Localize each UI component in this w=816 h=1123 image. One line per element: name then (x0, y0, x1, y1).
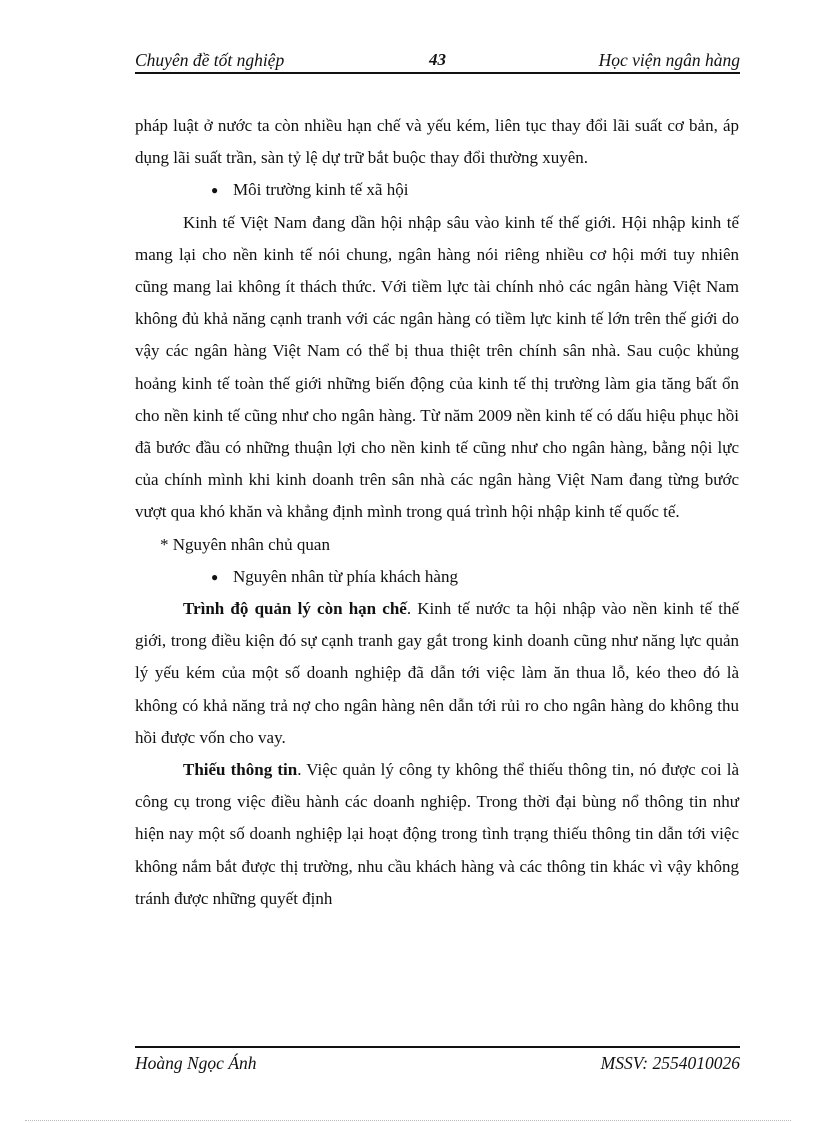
header-institution: Học viện ngân hàng (598, 50, 740, 70)
paragraph-2: Kinh tế Việt Nam đang dần hội nhập sâu vào kinh tế thế giới. Hội nhập kinh tế mang lại cho nền kinh tế nói chung, ngân hàng nói riêng nhiều cơ hội mới tuy nhiên cũng mang lai không ít thách thức. Với tiềm lực tài chính nhỏ các ngân hàng Việt Nam không đủ khả năng cạnh tranh với các ngân hàng có tiềm lực kinh tế lớn trên thế giới do vậy các ngân hàng Việt Nam có thể bị thua thiệt trên chính sân nhà. Sau cuộc khủng hoảng kinh tế toàn thế giới những biến động của kinh tế thị trường làm gia tăng bất ổn cho nền kinh tế cũng như cho ngân hàng. Từ năm 2009 nền kinh tế có dấu hiệu phục hồi đã bước đầu có những thuận lợi cho nền kinh tế cũng như cho ngân hàng, bằng nội lực của chính mình khi kinh doanh trên sân nhà các ngân hàng Việt Nam đang từng bước vượt qua khó khăn và khẳng định mình trong quá trình hội nhập kinh tế quốc tế. (135, 212, 739, 522)
bullet-text-1: Môi trường kinh tế xã hội (233, 180, 409, 200)
paragraph-4 (135, 754, 739, 915)
bullet-item-1 (135, 174, 739, 206)
bullet-icon: ● (211, 569, 219, 584)
bullet-icon: ● (211, 183, 219, 198)
page-header (135, 48, 740, 74)
paragraph-4-text: . Việc quản lý công ty không thể thiếu thông tin, nó được coi là công cụ trong việc điều hành các doanh nghiệp. Trong thời đại bùng nổ thông tin như hiện nay một số doanh nghiệp lại hoạt động trong tình trạng thiếu thông tin dẫn tới việc không nắm bắt được thị trường, nhu cầu khách hàng và các thông tin khác vì vậy không tránh được những quyết định (135, 760, 739, 908)
page-number: 43 (429, 50, 446, 69)
paragraph-3-lead: Trình độ quản lý còn hạn chế (183, 599, 407, 619)
footer-student-id: MSSV: 2554010026 (600, 1053, 740, 1073)
page-footer (135, 1046, 740, 1076)
subheading-subjective-causes: * Nguyên nhân chủ quan (160, 534, 330, 554)
header-title: Chuyên đề tốt nghiệp (135, 50, 285, 70)
footer-author: Hoàng Ngọc Ánh (135, 1053, 257, 1073)
bullet-text-2: Nguyên nhân từ phía khách hàng (233, 566, 458, 586)
paragraph-3-text: . Kinh tế nước ta hội nhập vào nền kinh tế thế giới, trong điều kiện đó sự cạnh tranh gay gắt trong kinh doanh cũng như năng lực quản lý yếu kém của một số doanh nghiệp đã dẫn tới việc làm ăn thua lỗ, kéo theo đó là không có khả năng trả nợ cho ngân hàng nên dẫn tới rủi ro cho ngân hàng do không thu hồi được vốn cho vay. (135, 599, 739, 747)
paragraph-1: pháp luật ở nước ta còn nhiều hạn chế và yếu kém, liên tục thay đổi lãi suất cơ bản, áp dụng lãi suất trần, sàn tỷ lệ dự trữ bắt buộc thay đổi thường xuyên. (135, 116, 739, 168)
page-body (135, 110, 739, 915)
header-rule (135, 72, 740, 74)
page-bottom-border (25, 1120, 791, 1121)
bullet-item-2 (135, 561, 739, 593)
paragraph-3 (135, 593, 739, 754)
footer-rule (135, 1046, 740, 1048)
paragraph-4-lead: Thiếu thông tin (183, 760, 298, 780)
